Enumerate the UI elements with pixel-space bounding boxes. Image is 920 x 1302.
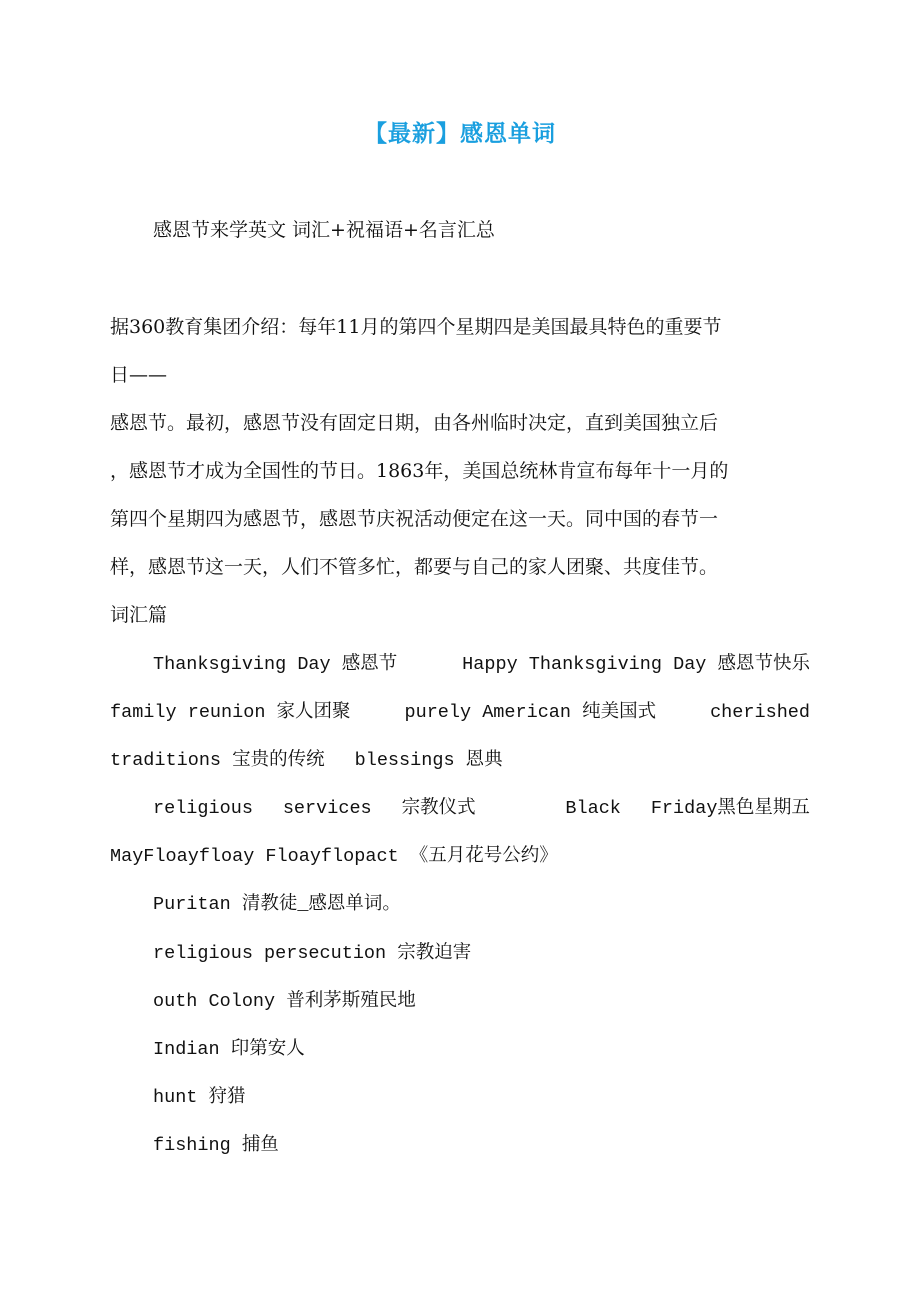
vocab-item-religious-services-zh: 宗教仪式	[401, 798, 476, 819]
vocab-line-9: Indian 印第安人	[153, 1039, 305, 1060]
vocab-item-traditions: traditions 宝贵的传统	[110, 750, 325, 771]
vocab-line-2	[110, 697, 810, 729]
intro-line-3: 感恩节。最初，感恩节没有固定日期，由各州临时决定，直到美国独立后	[110, 412, 719, 434]
vocab-line-1	[153, 649, 810, 681]
vocab-item-purely-american: purely American 纯美国式	[404, 702, 657, 723]
vocab-item-services: services	[282, 798, 372, 819]
vocab-line-4	[153, 793, 810, 825]
vocab-item-black: Black	[565, 798, 621, 819]
vocab-item-family-reunion: family reunion 家人团聚	[110, 702, 351, 723]
vocab-line-6: Puritan 清教徒_感恩单词。	[153, 894, 401, 915]
vocab-line-11: fishing 捕鱼	[153, 1135, 279, 1156]
vocab-item-happy-thanksgiving-day: Happy Thanksgiving Day 感恩节快乐	[462, 654, 810, 675]
intro-line-2: 日——	[110, 364, 168, 386]
document-title: 【最新】感恩单词	[364, 121, 556, 147]
intro-line-6: 样，感恩节这一天，人们不管多忙，都要与自己的家人团聚、共度佳节。	[110, 556, 719, 578]
intro-line-4: ，感恩节才成为全国性的节日。1863年，美国总统林肯宣布每年十一月的	[110, 460, 729, 482]
section-heading-vocabulary: 词汇篇	[110, 604, 168, 626]
vocab-item-cherished: cherished	[710, 702, 810, 723]
vocab-item-black-friday: Friday黑色星期五	[650, 798, 810, 819]
intro-line-5: 第四个星期四为感恩节，感恩节庆祝活动便定在这一天。同中国的春节一	[110, 508, 719, 530]
vocab-line-8: outh Colony 普利茅斯殖民地	[153, 991, 416, 1012]
vocab-line-5: MayFloayfloay Floayflopact 《五月花号公约》	[110, 846, 558, 867]
intro-line-1: 据360教育集团介绍：每年11月的第四个星期四是美国最具特色的重要节	[110, 316, 722, 338]
document-subtitle: 感恩节来学英文 词汇+祝福语+名言汇总	[153, 219, 495, 241]
vocab-item-thanksgiving-day: Thanksgiving Day 感恩节	[153, 654, 398, 675]
vocab-item-blessings: blessings 恩典	[354, 750, 503, 771]
vocab-line-3	[110, 745, 503, 777]
vocab-line-7: religious persecution 宗教迫害	[153, 943, 472, 964]
vocab-line-10: hunt 狩猎	[153, 1087, 246, 1108]
vocab-item-religious: religious	[153, 798, 253, 819]
